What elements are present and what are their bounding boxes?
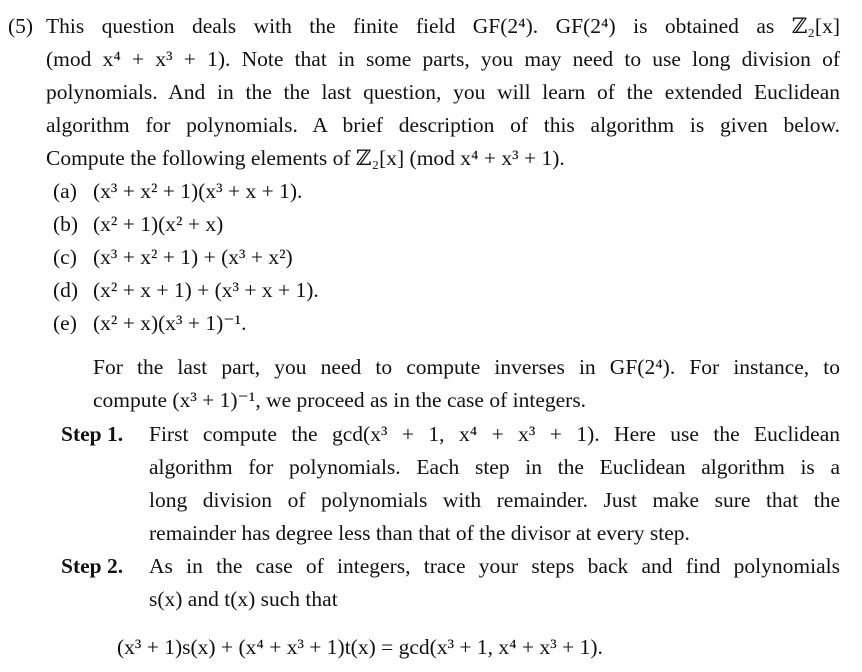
intro-line-2: (mod x⁴ + x³ + 1). Note that in some parts, you may need to use long division of [46,47,840,71]
part-expr-d: (x² + x + 1) + (x³ + x + 1). [93,278,319,302]
part-label-b: (b) [53,212,79,236]
part-expr-a: (x³ + x² + 1)(x³ + x + 1). [93,179,303,203]
step-2-label: Step 2. [61,554,124,578]
step-2-line-1: As in the case of integers, trace your steps back and find polynomials [149,554,840,578]
part-label-e: (e) [53,311,77,335]
part-expr-e: (x² + x)(x³ + 1)⁻¹. [93,311,247,335]
intro-line-3: polynomials. And in the the last question, you will learn of the extended Euclidean [46,80,840,104]
step-1-line-1: First compute the gcd(x³ + 1, x⁴ + x³ + 1). Here use the Euclidean [149,422,840,446]
step-2-line-2: s(x) and t(x) such that [149,587,338,611]
step-1-label: Step 1. [61,422,124,446]
part-label-c: (c) [53,245,77,269]
part-expr-b: (x² + 1)(x² + x) [93,212,224,236]
display-equation: (x³ + 1)s(x) + (x⁴ + x³ + 1)t(x) = gcd(x³ + 1, x⁴ + x³ + 1). [117,635,603,659]
step-1-line-2: algorithm for polynomials. Each step in the Euclidean algorithm is a [149,455,840,479]
question-number: (5) [8,14,34,38]
intro-line-4: algorithm for polynomials. A brief description of this algorithm is given below. [46,113,840,137]
part-expr-c: (x³ + x² + 1) + (x³ + x²) [93,245,293,269]
intro-line-5: Compute the following elements of ℤ₂[x] (mod x⁴ + x³ + 1). [46,146,565,170]
note-line-1: For the last part, you need to compute inverses in GF(2⁴). For instance, to [93,355,840,379]
intro-line-1: This question deals with the finite field GF(2⁴). GF(2⁴) is obtained as ℤ₂[x] [46,14,840,38]
part-label-a: (a) [53,179,77,203]
step-1-line-3: long division of polynomials with remainder. Just make sure that the [149,488,840,512]
part-label-d: (d) [53,278,79,302]
step-1-line-4: remainder has degree less than that of the divisor at every step. [149,521,690,545]
note-line-2: compute (x³ + 1)⁻¹, we proceed as in the case of integers. [93,388,587,412]
